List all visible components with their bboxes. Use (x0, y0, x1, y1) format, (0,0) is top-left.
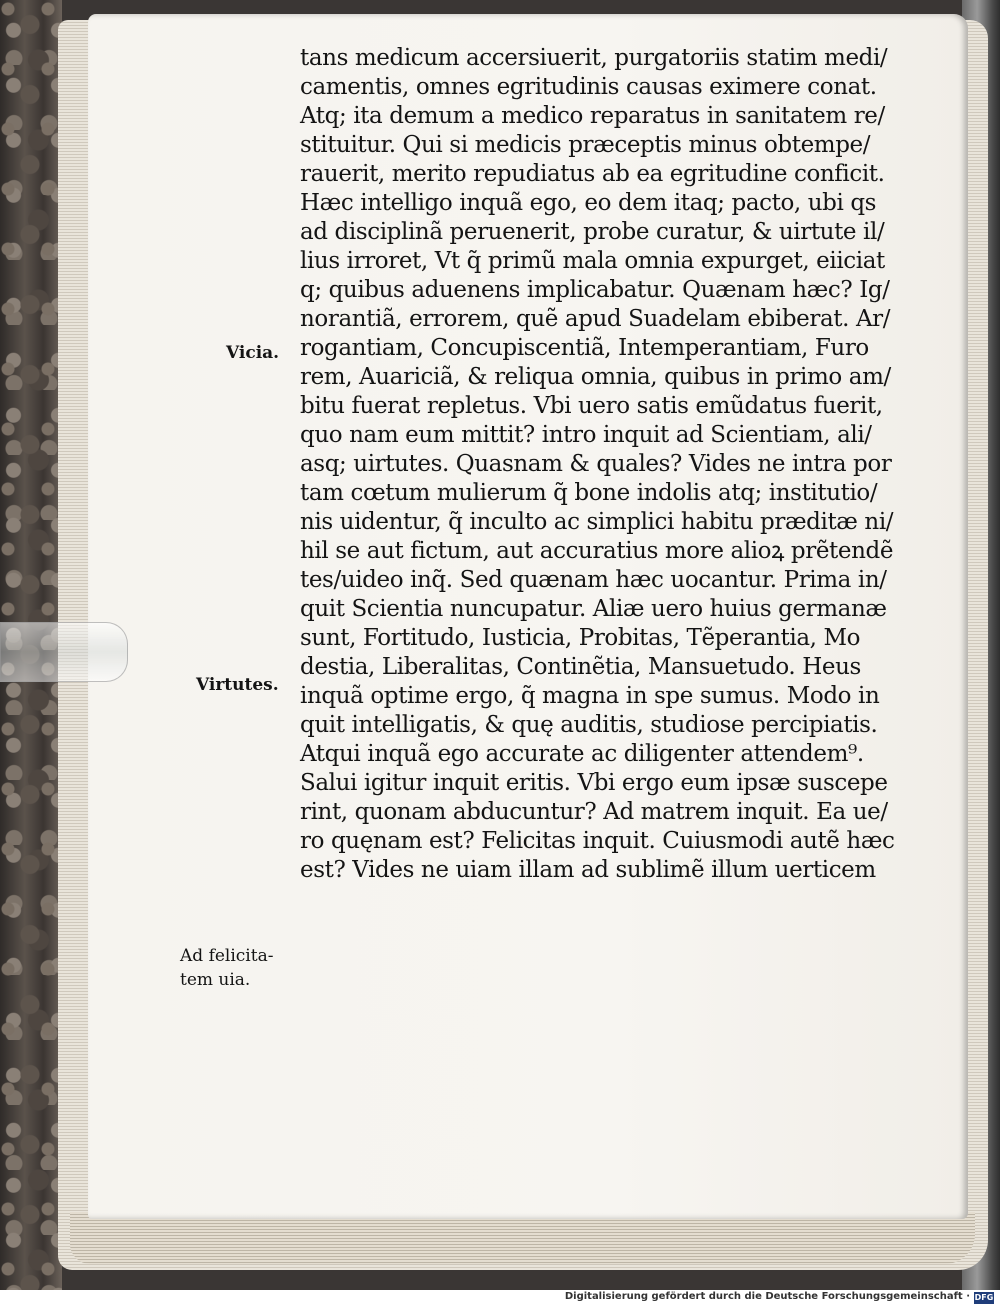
text-line: Salui igitur inquit eritis. Vbi ergo eum ipsæ suscepe (300, 770, 888, 796)
text-line: norantiã, errorem, quẽ apud Suadelam ebiberat. Ar/ (300, 306, 891, 332)
text-line: inquã optime ergo, q̃ magna in spe sumus. Modo in (300, 683, 880, 709)
text-line: quit intelligatis, & quę auditis, studiose percipiatis. (300, 712, 878, 738)
text-line: camentis, omnes egritudinis causas eximere conat. (300, 74, 877, 100)
text-line: q; quibus aduenens implicabatur. Quænam hæc? Ig/ (300, 277, 890, 303)
text-line: Atqui inquã ego accurate ac diligenter attendem⁹. (300, 741, 864, 767)
text-line: tans medicum accersiuerit, purgatoriis statim medi/ (300, 45, 888, 71)
text-line: rint, quonam abducuntur? Ad matrem inquit. Ea ue/ (300, 799, 888, 825)
text-line: Atq; ita demum a medico reparatus in sanitatem re/ (300, 103, 885, 129)
page-clip (0, 622, 128, 682)
margin-note-ad-felicitatem-1: Ad felicita- (180, 946, 274, 966)
text-line: asq; uirtutes. Quasnam & quales? Vides ne intra por (300, 451, 892, 477)
text-line: ad disciplinã peruenerit, probe curatur, & uirtute il/ (300, 219, 885, 245)
margin-note-virtutes: Virtutes. (196, 675, 279, 695)
text-line: tam cœtum mulierum q̃ bone indolis atq; institutio/ (300, 480, 878, 506)
text-line: nis uidentur, q̃ inculto ac simplici habitu præditæ ni/ (300, 509, 894, 535)
page-bottom-edges (70, 1212, 975, 1264)
text-line: est? Vides ne uiam illam ad sublimẽ illum uerticem (300, 857, 876, 883)
text-line: Hæc intelligo inquã ego, eo dem itaq; pacto, ubi qs (300, 190, 877, 216)
text-line: quit Scientia nuncupatur. Aliæ uero huius germanæ (300, 596, 887, 622)
body-text (300, 44, 895, 885)
text-line: stituitur. Qui si medicis præceptis minus obtempe/ (300, 132, 871, 158)
footer-bar (0, 1290, 1000, 1307)
dfg-logo-icon: DFG (974, 1293, 994, 1302)
text-line: destia, Liberalitas, Continẽtia, Mansuetudo. Heus (300, 654, 861, 680)
margin-note-ad-felicitatem-2: tem uia. (180, 970, 251, 990)
margin-note-vicia: Vicia. (226, 343, 280, 363)
text-line: rogantiam, Concupiscentiã, Intemperantiam, Furo (300, 335, 869, 361)
text-line: sunt, Fortitudo, Iusticia, Probitas, Tẽperantia, Mo (300, 625, 861, 651)
text-line: quo nam eum mittit? intro inquit ad Scientiam, ali/ (300, 422, 872, 448)
text-line: hil se aut fictum, aut accuratius more alioꝝ prẽtendẽ (300, 538, 894, 564)
text-line: rem, Auariciã, & reliqua omnia, quibus in primo am/ (300, 364, 891, 390)
text-line: tes/uideo inq̃. Sed quænam hæc uocantur. Prima in/ (300, 567, 887, 593)
text-line: rauerit, merito repudiatus ab ea egritudine conficit. (300, 161, 885, 187)
text-line: ro quęnam est? Felicitas inquit. Cuiusmodi autẽ hæc (300, 828, 895, 854)
footer-credit: Digitalisierung gefördert durch die Deutsche Forschungsgemeinschaft · (564, 1291, 970, 1302)
text-line: bitu fuerat repletus. Vbi uero satis emũdatus fuerit, (300, 393, 883, 419)
text-line: lius irroret, Vt q̃ primũ mala omnia expurget, eiiciat (300, 248, 885, 274)
